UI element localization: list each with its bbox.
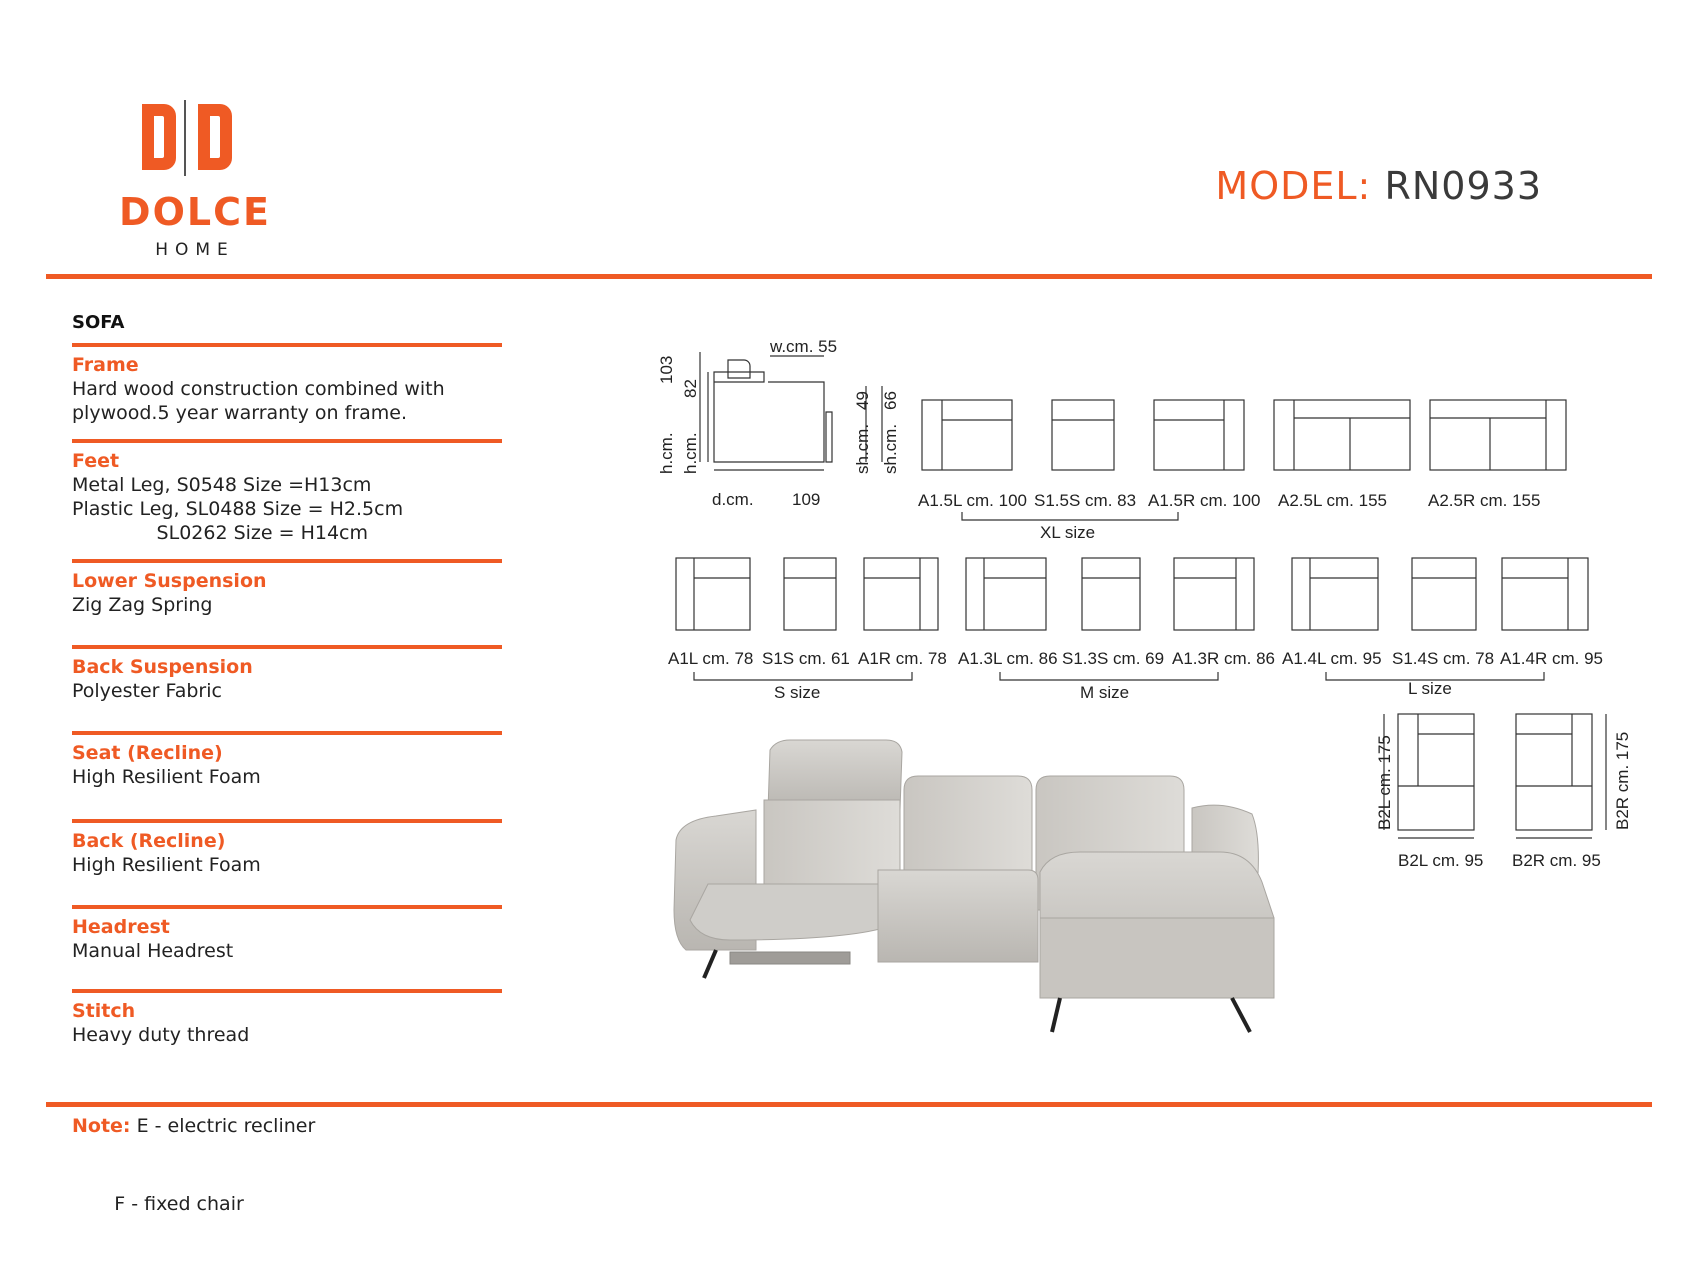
top-divider [46,274,1652,279]
xl-group: XL size [1040,523,1096,542]
brand-name: DOLCE [119,190,271,234]
spec-text: Zig Zag Spring [72,594,213,616]
spec-text: Polyester Fabric [72,680,222,702]
dim-h2-label: h.cm. [681,432,700,474]
spec-heading: Back (Recline) [72,830,226,852]
dim-w: w.cm. 55 [770,337,838,356]
xl-label-1: A1.5L cm. 100 [918,491,1027,510]
dim-h1-val: 103 [657,355,676,384]
xl-label-5: A2.5R cm. 155 [1428,491,1541,510]
m-label-1: A1.3L cm. 86 [958,649,1058,668]
spec-text: Manual Headrest [72,940,234,962]
sofa-image [674,740,1274,1032]
dim-sh1-label: sh.cm. [853,423,872,474]
s-label-2: S1S cm. 61 [762,649,850,668]
chaise-left-side: B2L cm. 175 [1375,735,1394,830]
m-label-2: S1.3S cm. 69 [1062,649,1165,668]
s-label-3: A1R cm. 78 [858,649,947,668]
l-label-1: A1.4L cm. 95 [1282,649,1382,668]
brand-logo [100,100,300,260]
xl-modules [922,400,1566,520]
spec-heading: Back Suspension [72,656,253,678]
spec-seat [72,731,502,819]
chaise-modules [1384,714,1606,838]
spec-heading: Headrest [72,916,170,938]
m-label-3: A1.3R cm. 86 [1172,649,1275,668]
dim-sh2-label: sh.cm. [881,423,900,474]
model-label: MODEL: [1215,164,1372,208]
spec-heading: Frame [72,354,139,376]
spec-text: High Resilient Foam [72,766,261,788]
dim-d-label: d.cm. [712,490,754,509]
chaise-left-label: B2L cm. 95 [1398,851,1484,870]
dim-sh1-val: 49 [853,391,872,410]
note-line-2: F - fixed chair [72,1193,244,1215]
m-group: M size [1080,683,1130,702]
spec-frame [72,343,502,439]
s-group: S size [774,683,821,702]
model-heading [1215,164,1542,208]
note-key: Note: [72,1115,131,1137]
dd-logo-icon [100,100,290,180]
dim-h1-label: h.cm. [657,432,676,474]
l-label-3: A1.4R cm. 95 [1500,649,1603,668]
model-number: RN0933 [1384,164,1542,208]
spec-heading: Lower Suspension [72,570,267,592]
l-label-2: S1.4S cm. 78 [1392,649,1495,668]
spec-text: Heavy duty thread [72,1024,250,1046]
spec-text: High Resilient Foam [72,854,261,876]
brand-sub: HOME [155,240,235,260]
l-group: L size [1408,679,1452,698]
spec-text: Metal Leg, S0548 Size =H13cm Plastic Leg, SL0488 Size = H2.5cm SL0262 Size = H14cm [72,474,404,544]
slm-modules [676,558,1588,680]
dim-h2-val: 82 [681,379,700,398]
side-profile-drawing [700,352,882,470]
spec-text: Hard wood construction combined with plywood.5 year warranty on frame. [72,378,445,424]
xl-label-3: A1.5R cm. 100 [1148,491,1261,510]
spec-stitch [72,989,502,1061]
dim-sh2-val: 66 [881,391,900,410]
spec-back [72,819,502,905]
spec-back-suspension [72,645,502,731]
spec-heading: Stitch [72,1000,136,1022]
note-block [72,1061,502,1269]
spec-headrest [72,905,502,989]
spec-heading: Feet [72,450,120,472]
note-line-1: E - electric recliner [130,1115,316,1137]
dim-d-val: 109 [792,490,821,509]
spec-lower-suspension [72,559,502,645]
s-label-1: A1L cm. 78 [668,649,754,668]
section-title: SOFA [72,312,125,333]
chaise-right-side: B2R cm. 175 [1613,731,1632,830]
spec-column [72,312,502,1269]
xl-label-2: S1.5S cm. 83 [1034,491,1137,510]
chaise-right-label: B2R cm. 95 [1512,851,1601,870]
xl-label-4: A2.5L cm. 155 [1278,491,1387,510]
spec-heading: Seat (Recline) [72,742,223,764]
spec-feet [72,439,502,559]
